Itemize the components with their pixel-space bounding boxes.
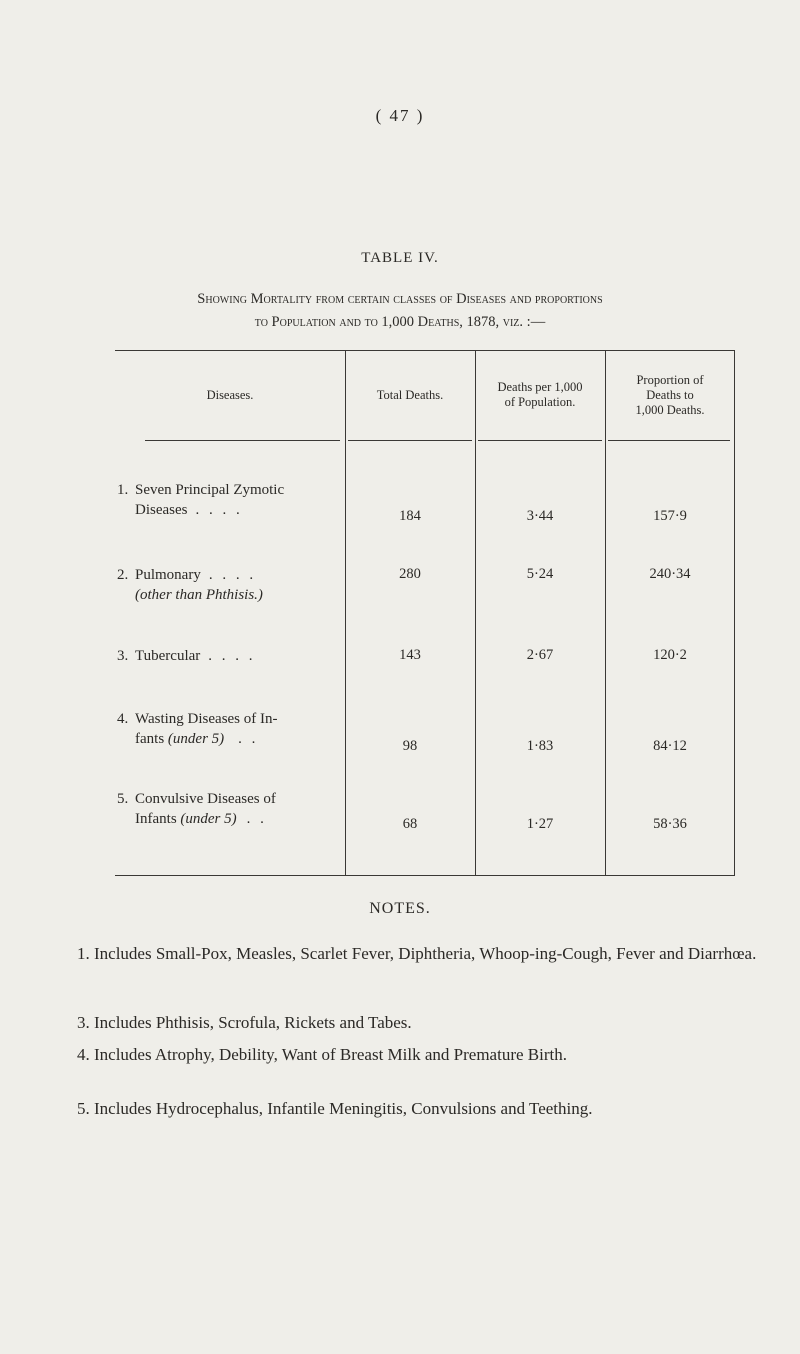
note-item: 3. Includes Phthisis, Scrofula, Rickets and Tabes. (77, 1013, 412, 1032)
dot-leader: . . . . (208, 567, 257, 583)
disease-name: Convulsive Diseases of (135, 791, 276, 807)
header-proportion (607, 352, 733, 438)
header-deaths-per-population (477, 352, 603, 438)
disease-name-cont: Diseases (135, 502, 188, 518)
per-population-value: 2·67 (526, 647, 554, 663)
dot-leader: . . . . (208, 648, 256, 664)
column-divider (345, 350, 346, 876)
header-per-pop-line-2: of Population. (504, 395, 576, 409)
header-total-deaths-text: Total Deaths. (376, 387, 444, 402)
total-deaths-value: 143 (399, 647, 421, 663)
disease-name: Seven Principal Zymotic (135, 482, 285, 498)
proportion-value: 157·9 (653, 508, 687, 524)
per-population-value: 3·44 (526, 508, 554, 524)
header-rule (478, 440, 602, 441)
total-deaths-value: 184 (399, 508, 421, 524)
header-per-pop-line-1: Deaths per 1,000 (497, 380, 583, 394)
disease-qualifier: (under 5) (180, 811, 237, 827)
proportion-value: 58·36 (653, 816, 687, 832)
row-number: 3. (117, 648, 129, 664)
row-number: 4. (117, 711, 129, 727)
table-row-disease (117, 565, 345, 605)
row-number: 5. (117, 791, 129, 807)
dot-leader: . . . . (195, 502, 243, 518)
caption-line-2: to Population and to 1,000 Deaths, 1878, viz. :— (254, 314, 546, 330)
row-number: 2. (117, 567, 129, 583)
table-bottom-rule (115, 875, 735, 876)
table-row-disease: 5. Convulsive Diseases of Infants (under 5) . . (117, 791, 276, 827)
header-prop-line-1: Proportion of (636, 372, 704, 387)
per-population-value: 1·83 (526, 738, 554, 754)
per-population-value: 1·27 (526, 816, 554, 832)
note-item: 4. Includes Atrophy, Debility, Want of Breast Milk and Premature Birth. (77, 1045, 567, 1064)
note-item: 5. Includes Hydrocephalus, Infantile Meningitis, Convulsions and Teething. (77, 1099, 593, 1118)
disease-name-cont: Infants (135, 811, 177, 827)
header-rule (348, 440, 472, 441)
per-population-value: 5·24 (526, 566, 554, 582)
total-deaths-value: 98 (402, 738, 418, 754)
notes-heading: NOTES. (369, 900, 431, 917)
column-divider (475, 350, 476, 876)
column-divider (605, 350, 606, 876)
disease-name: Wasting Diseases of In- (135, 711, 278, 727)
table-top-rule (115, 350, 735, 351)
table-title: TABLE IV. (361, 250, 439, 266)
column-divider (734, 350, 735, 876)
header-prop-line-3: 1,000 Deaths. (635, 402, 705, 417)
note-item: 1. Includes Small-Pox, Measles, Scarlet Fever, Diphtheria, Whoop-ing-Cough, Fever and Diarrhœa. (77, 944, 757, 963)
disease-name: Tubercular (135, 648, 201, 664)
table-row-disease (117, 480, 345, 520)
table-row-disease (117, 646, 345, 666)
disease-name: Pulmonary (135, 567, 201, 583)
page-number: ( 47 ) (375, 106, 425, 125)
header-diseases-text: Diseases. (206, 387, 254, 402)
proportion-value: 84·12 (653, 738, 687, 754)
row-number: 1. (117, 482, 129, 498)
total-deaths-value: 68 (402, 816, 418, 832)
total-deaths-value: 280 (399, 566, 421, 582)
header-total-deaths (347, 352, 473, 438)
table-row-disease: 4. Wasting Diseases of In- fants (under 5) . . (117, 711, 278, 747)
disease-qualifier: (other than Phthisis.) (135, 587, 263, 603)
header-prop-line-2: Deaths to (646, 387, 694, 402)
header-rule (145, 440, 340, 441)
disease-name-cont: fants (135, 731, 165, 747)
disease-qualifier: (under 5) (167, 731, 225, 747)
header-diseases (117, 352, 343, 438)
header-rule (608, 440, 730, 441)
caption-line-1: Showing Mortality from certain classes of Diseases and proportions (197, 291, 603, 307)
proportion-value: 120·2 (653, 647, 687, 663)
proportion-value: 240·34 (649, 566, 691, 582)
table-caption (70, 288, 730, 334)
